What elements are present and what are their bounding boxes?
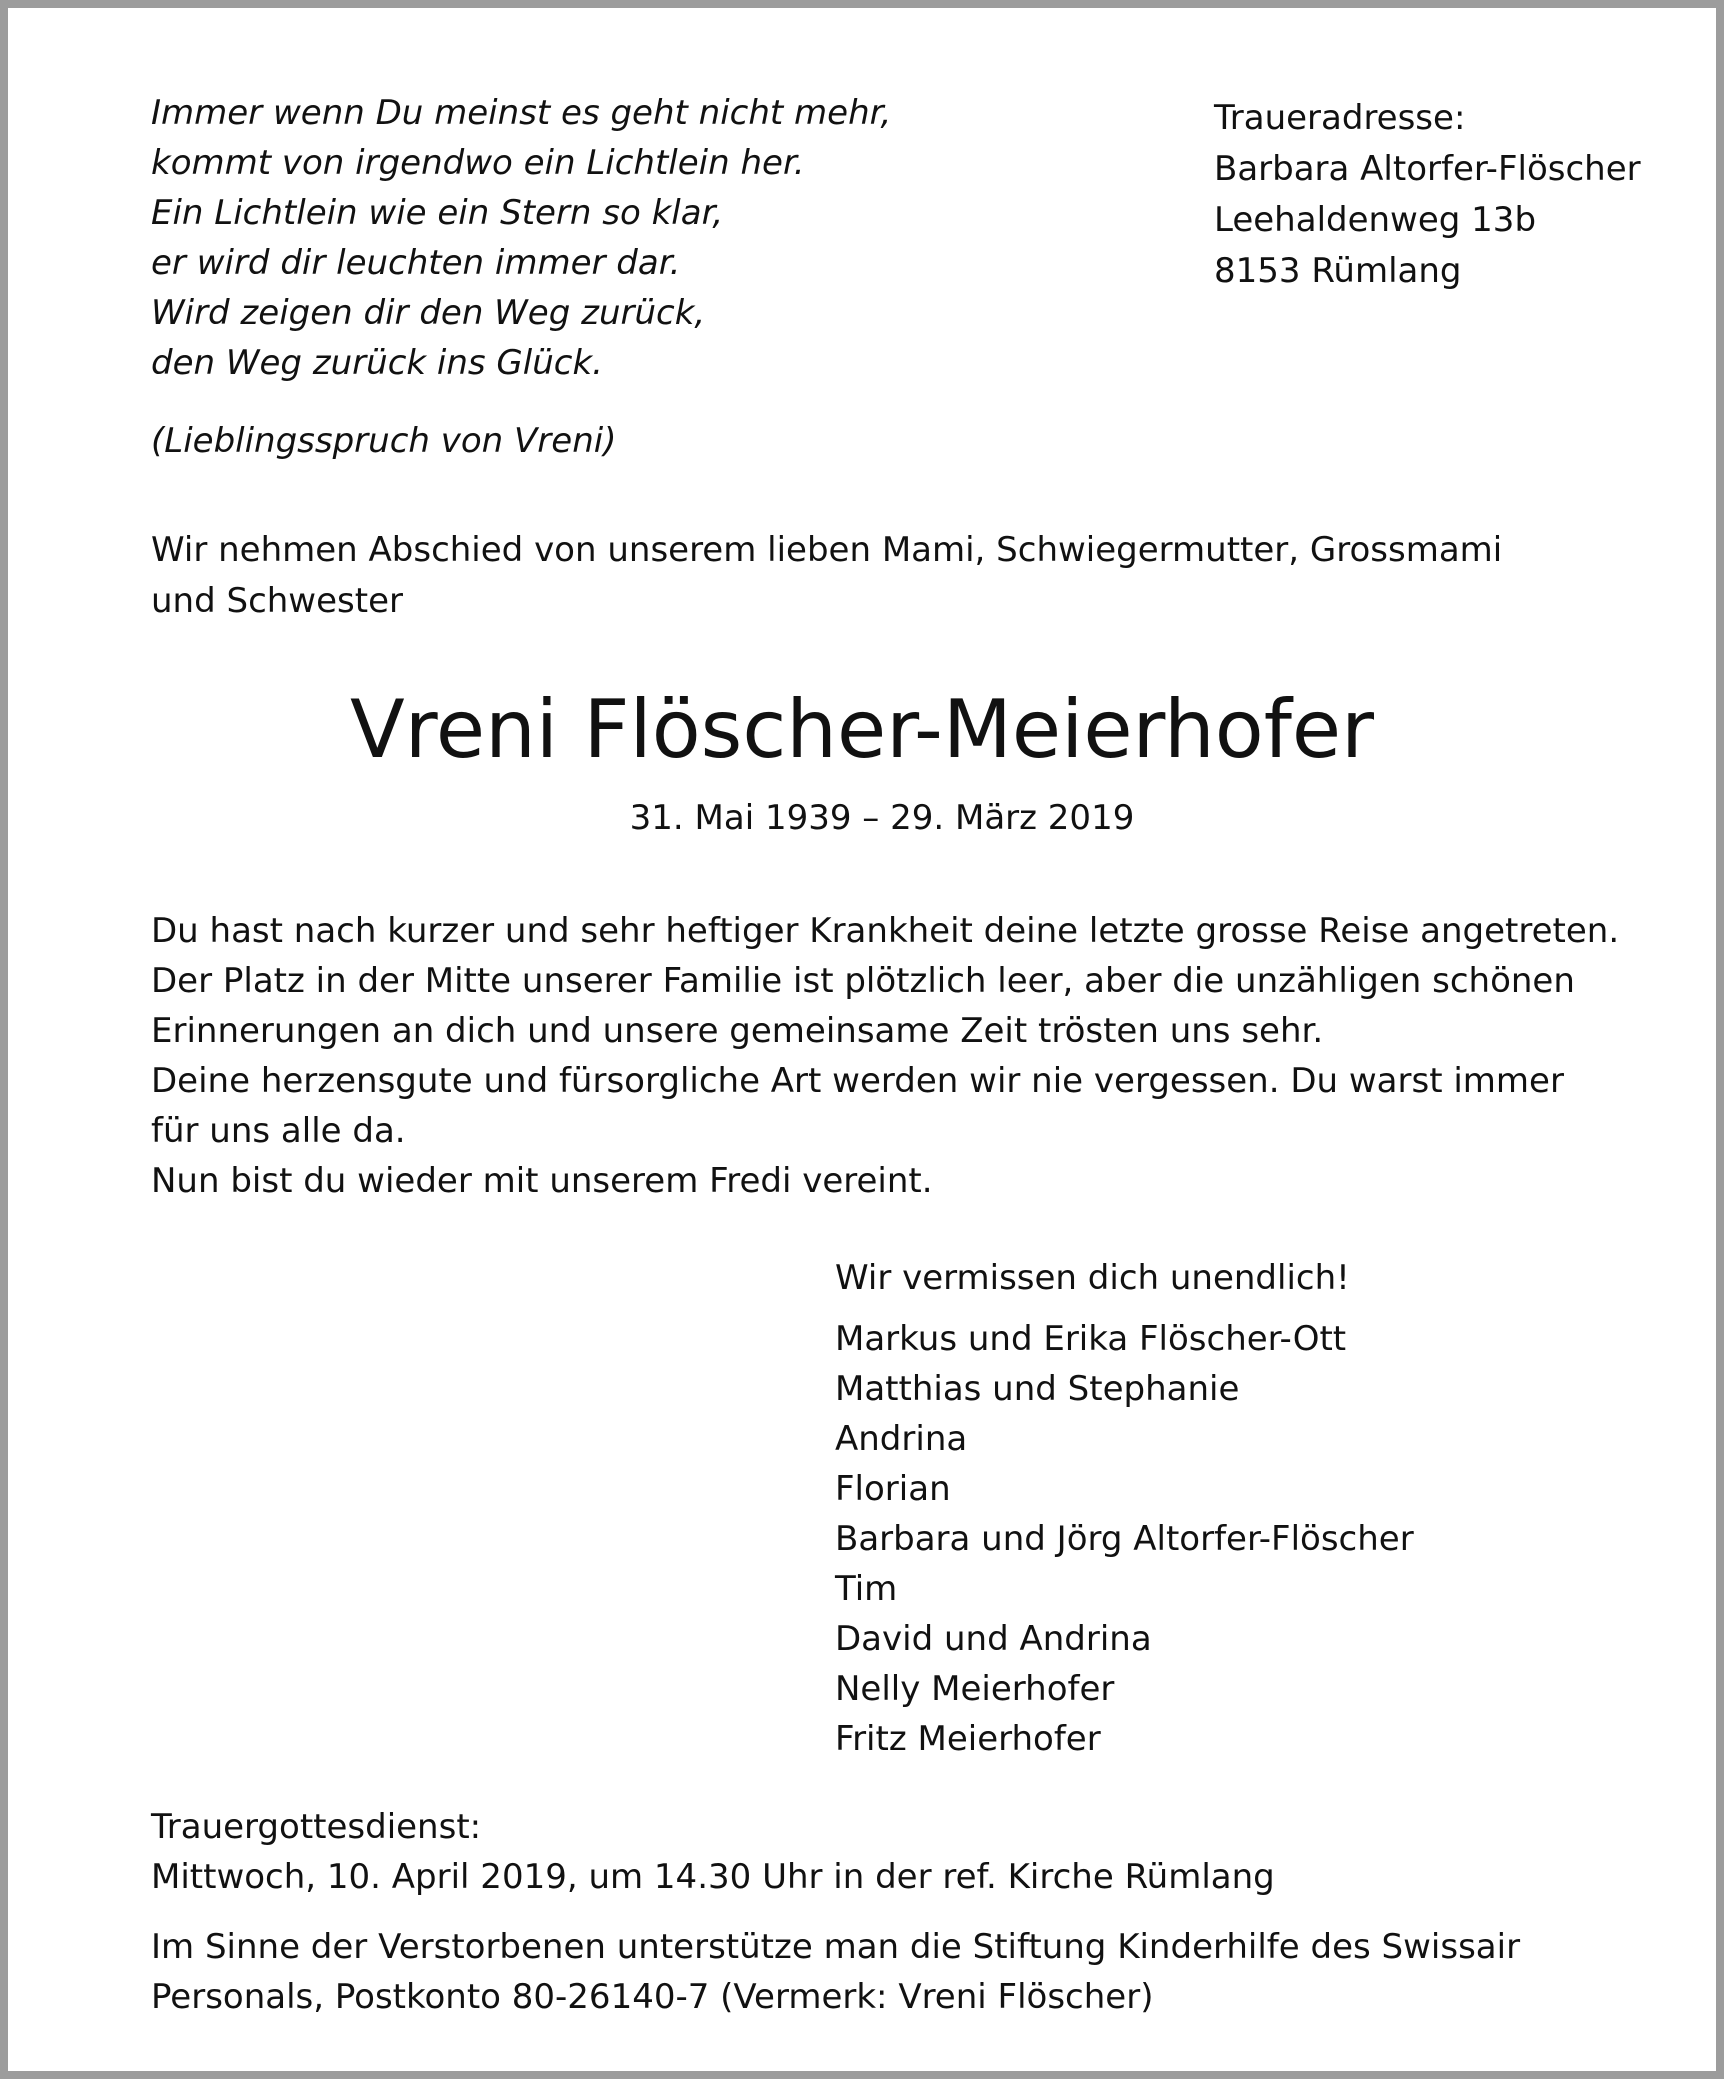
poem-attribution [151, 416, 616, 466]
life-dates: 31. Mai 1939 – 29. März 2019 [629, 798, 1135, 838]
obituary-page [8, 8, 1716, 2071]
address-label: Traueradresse: [1214, 98, 1466, 138]
closing-line: Wir vermissen dich unendlich! [835, 1258, 1350, 1298]
service-details: Mittwoch, 10. April 2019, um 14.30 Uhr in der ref. Kirche Rümlang [151, 1857, 1275, 1897]
address-name: Barbara Altorfer-Flöscher [1214, 149, 1641, 189]
mourner-name: Fritz Meierhofer [835, 1719, 1101, 1759]
mourner-name: Markus und Erika Flöscher-Ott [835, 1319, 1347, 1359]
poem-line: Wird zeigen dir den Weg zurück, [151, 293, 706, 333]
mourner-name: Tim [835, 1569, 898, 1609]
intro-line: und Schwester [151, 581, 403, 621]
message-line: Nun bist du wieder mit unserem Fredi vereint. [151, 1161, 933, 1201]
mourner-name: David und Andrina [835, 1619, 1152, 1659]
donation-note [151, 1922, 1520, 2022]
mourner-name: Florian [835, 1469, 951, 1509]
poem-line: er wird dir leuchten immer dar. [151, 243, 681, 283]
donation-line: Im Sinne der Verstorbenen unterstütze man die Stiftung Kinderhilfe des Swissair [151, 1927, 1521, 1967]
poem-line: kommt von irgendwo ein Lichtlein her. [151, 143, 805, 183]
message-line: für uns alle da. [151, 1111, 406, 1151]
poem-note: (Lieblingsspruch von Vreni) [151, 421, 617, 461]
farewell-message [151, 906, 1691, 1206]
mourner-name: Nelly Meierhofer [835, 1669, 1115, 1709]
message-line: Erinnerungen an dich und unsere gemeinsame Zeit trösten uns sehr. [151, 1011, 1324, 1051]
poem-line: Immer wenn Du meinst es geht nicht mehr, [151, 93, 892, 133]
poem-line: Ein Lichtlein wie ein Stern so klar, [151, 193, 724, 233]
funeral-service [151, 1802, 1275, 1902]
donation-line: Personals, Postkonto 80-26140-7 (Vermerk: Vreni Flöscher) [151, 1977, 1154, 2017]
service-label: Trauergottesdienst: [151, 1807, 482, 1847]
mourner-name: Andrina [835, 1419, 968, 1459]
message-line: Der Platz in der Mitte unserer Familie ist plötzlich leer, aber die unzähligen schönen [151, 961, 1575, 1001]
intro-line: Wir nehmen Abschied von unserem lieben Mami, Schwiegermutter, Grossmami [151, 530, 1503, 570]
address-city: 8153 Rümlang [1214, 251, 1462, 291]
mourner-name: Matthias und Stephanie [835, 1369, 1240, 1409]
mourning-address [1214, 93, 1694, 297]
mourner-name: Barbara und Jörg Altorfer-Flöscher [835, 1519, 1414, 1559]
mourners-list [835, 1314, 1414, 1764]
poem [151, 88, 1091, 388]
message-line: Du hast nach kurzer und sehr heftiger Krankheit deine letzte grosse Reise angetreten. [151, 911, 1620, 951]
deceased-name: Vreni Flöscher-Meierhofer [350, 683, 1374, 776]
poem-line: den Weg zurück ins Glück. [151, 343, 603, 383]
message-line: Deine herzensgute und fürsorgliche Art werden wir nie vergessen. Du warst immer [151, 1061, 1564, 1101]
farewell-intro [151, 525, 1631, 627]
address-street: Leehaldenweg 13b [1214, 200, 1537, 240]
